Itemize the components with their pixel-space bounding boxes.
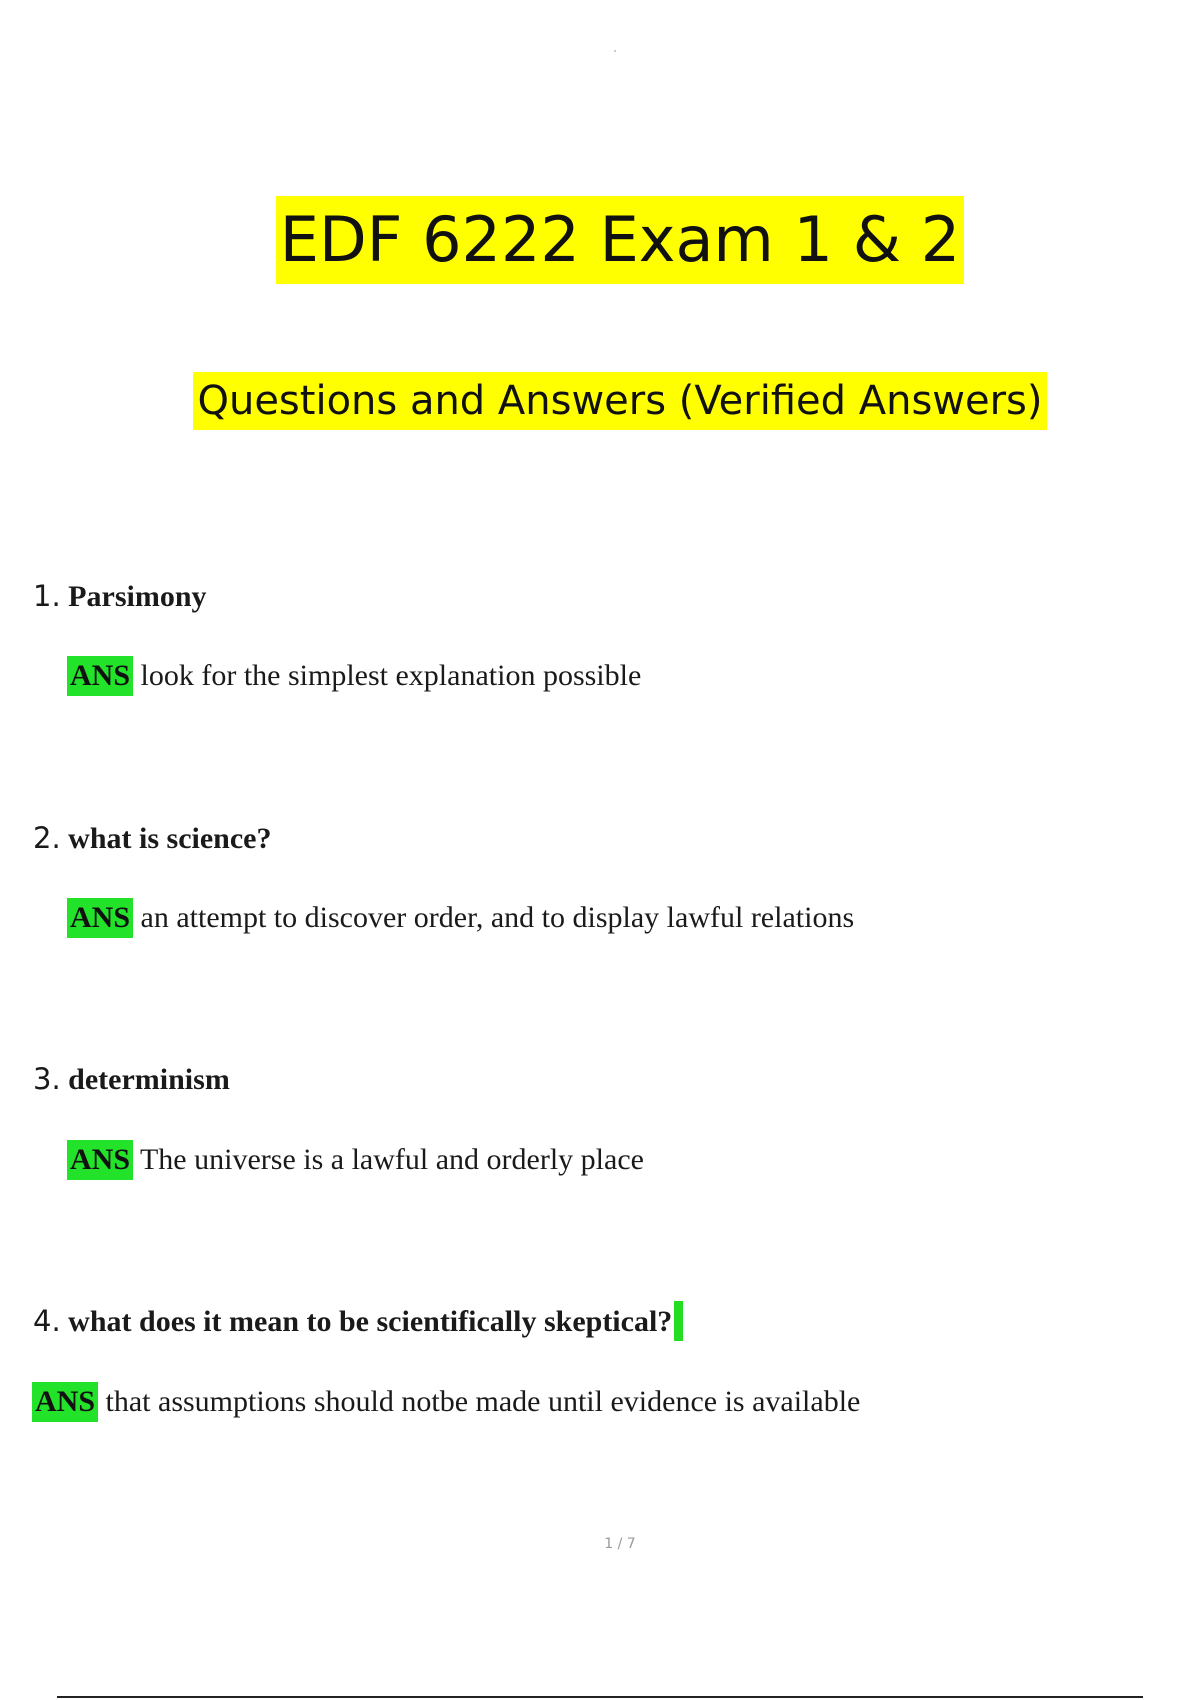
answer-tag: ANS (32, 1382, 98, 1422)
answer-tag: ANS (67, 898, 133, 938)
page-indicator: 1 / 7 (604, 1536, 636, 1552)
answer-text: look for the simplest explanation possible (140, 659, 642, 692)
question-3 (33, 1059, 230, 1100)
answer-4 (32, 1382, 860, 1422)
question-text: what is science? (68, 822, 272, 855)
answer-text: The universe is a lawful and orderly place (139, 1143, 644, 1176)
document-subtitle: Questions and Answers (Verified Answers) (193, 372, 1046, 430)
title-block (0, 196, 1200, 284)
highlight-cursor-mark (674, 1301, 683, 1341)
question-number: 3. (33, 1062, 61, 1096)
question-number: 2. (33, 821, 61, 855)
subtitle-block (0, 372, 1200, 430)
answer-3 (67, 1140, 644, 1180)
question-text: determinism (68, 1063, 230, 1096)
question-text: what does it mean to be scientifically skeptical? (68, 1305, 673, 1338)
question-text: Parsimony (68, 580, 207, 613)
question-number: 1. (33, 579, 61, 613)
question-2 (33, 818, 271, 859)
answer-text: an attempt to discover order, and to display lawful relations (140, 901, 855, 934)
question-4 (33, 1301, 683, 1342)
answer-tag: ANS (67, 1140, 133, 1180)
answer-2 (67, 898, 854, 938)
document-title: EDF 6222 Exam 1 & 2 (276, 196, 964, 284)
scan-mark (614, 50, 616, 52)
answer-1 (67, 656, 641, 696)
bottom-divider (57, 1696, 1143, 1698)
answer-tag: ANS (67, 656, 133, 696)
question-1 (33, 576, 207, 617)
answer-text: that assumptions should notbe made until evidence is available (105, 1385, 861, 1418)
question-number: 4. (33, 1304, 61, 1338)
